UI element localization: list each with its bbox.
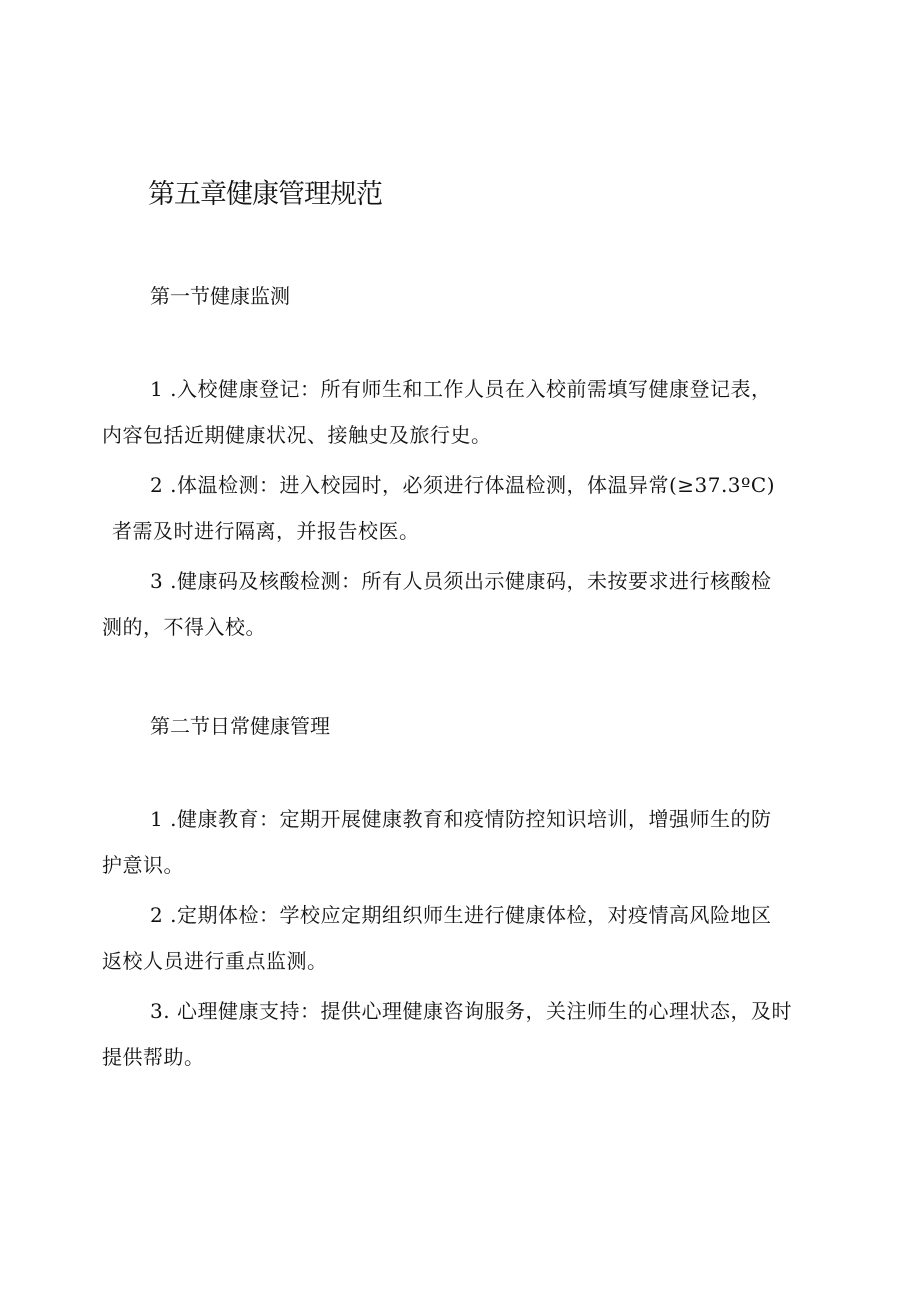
paragraph-mental-health <box>102 988 822 1080</box>
paragraph-temperature-check <box>102 462 822 554</box>
paragraph-line: 测的，不得入校。 <box>102 615 266 639</box>
paragraph-line: 3. 心理健康支持：提供心理健康咨询服务，关注师生的心理状态，及时 <box>150 999 792 1023</box>
paragraph-health-code <box>102 558 822 650</box>
paragraph-line: 内容包括近期健康状况、接触史及旅行史。 <box>102 423 492 447</box>
chapter-title: 第五章健康管理规范 <box>148 179 382 210</box>
paragraph-line: 提供帮助。 <box>102 1045 205 1069</box>
paragraph-line: 3 .健康码及核酸检测：所有人员须出示健康码，未按要求进行核酸检 <box>150 569 772 593</box>
paragraph-line: 护意识。 <box>102 853 184 877</box>
paragraph-line: 返校人员进行重点监测。 <box>102 949 328 973</box>
paragraph-line: 2 .体温检测：进入校园时，必须进行体温检测，体温异常(≥37.3ºC) <box>150 473 776 497</box>
paragraph-line: 者需及时进行隔离，并报告校医。 <box>112 519 420 543</box>
section-title-daily-health-management: 第二节日常健康管理 <box>150 714 330 738</box>
section-title-health-monitoring: 第一节健康监测 <box>150 284 290 308</box>
paragraph-line: 1 .健康教育：定期开展健康教育和疫情防控知识培训，增强师生的防 <box>150 807 772 831</box>
paragraph-regular-checkup <box>102 892 822 984</box>
paragraph-line: 2 .定期体检：学校应定期组织师生进行健康体检，对疫情高风险地区 <box>150 903 772 927</box>
paragraph-health-education <box>102 796 822 888</box>
paragraph-health-registration <box>102 366 822 458</box>
paragraph-line: 1 .入校健康登记：所有师生和工作人员在入校前需填写健康登记表， <box>150 377 772 401</box>
